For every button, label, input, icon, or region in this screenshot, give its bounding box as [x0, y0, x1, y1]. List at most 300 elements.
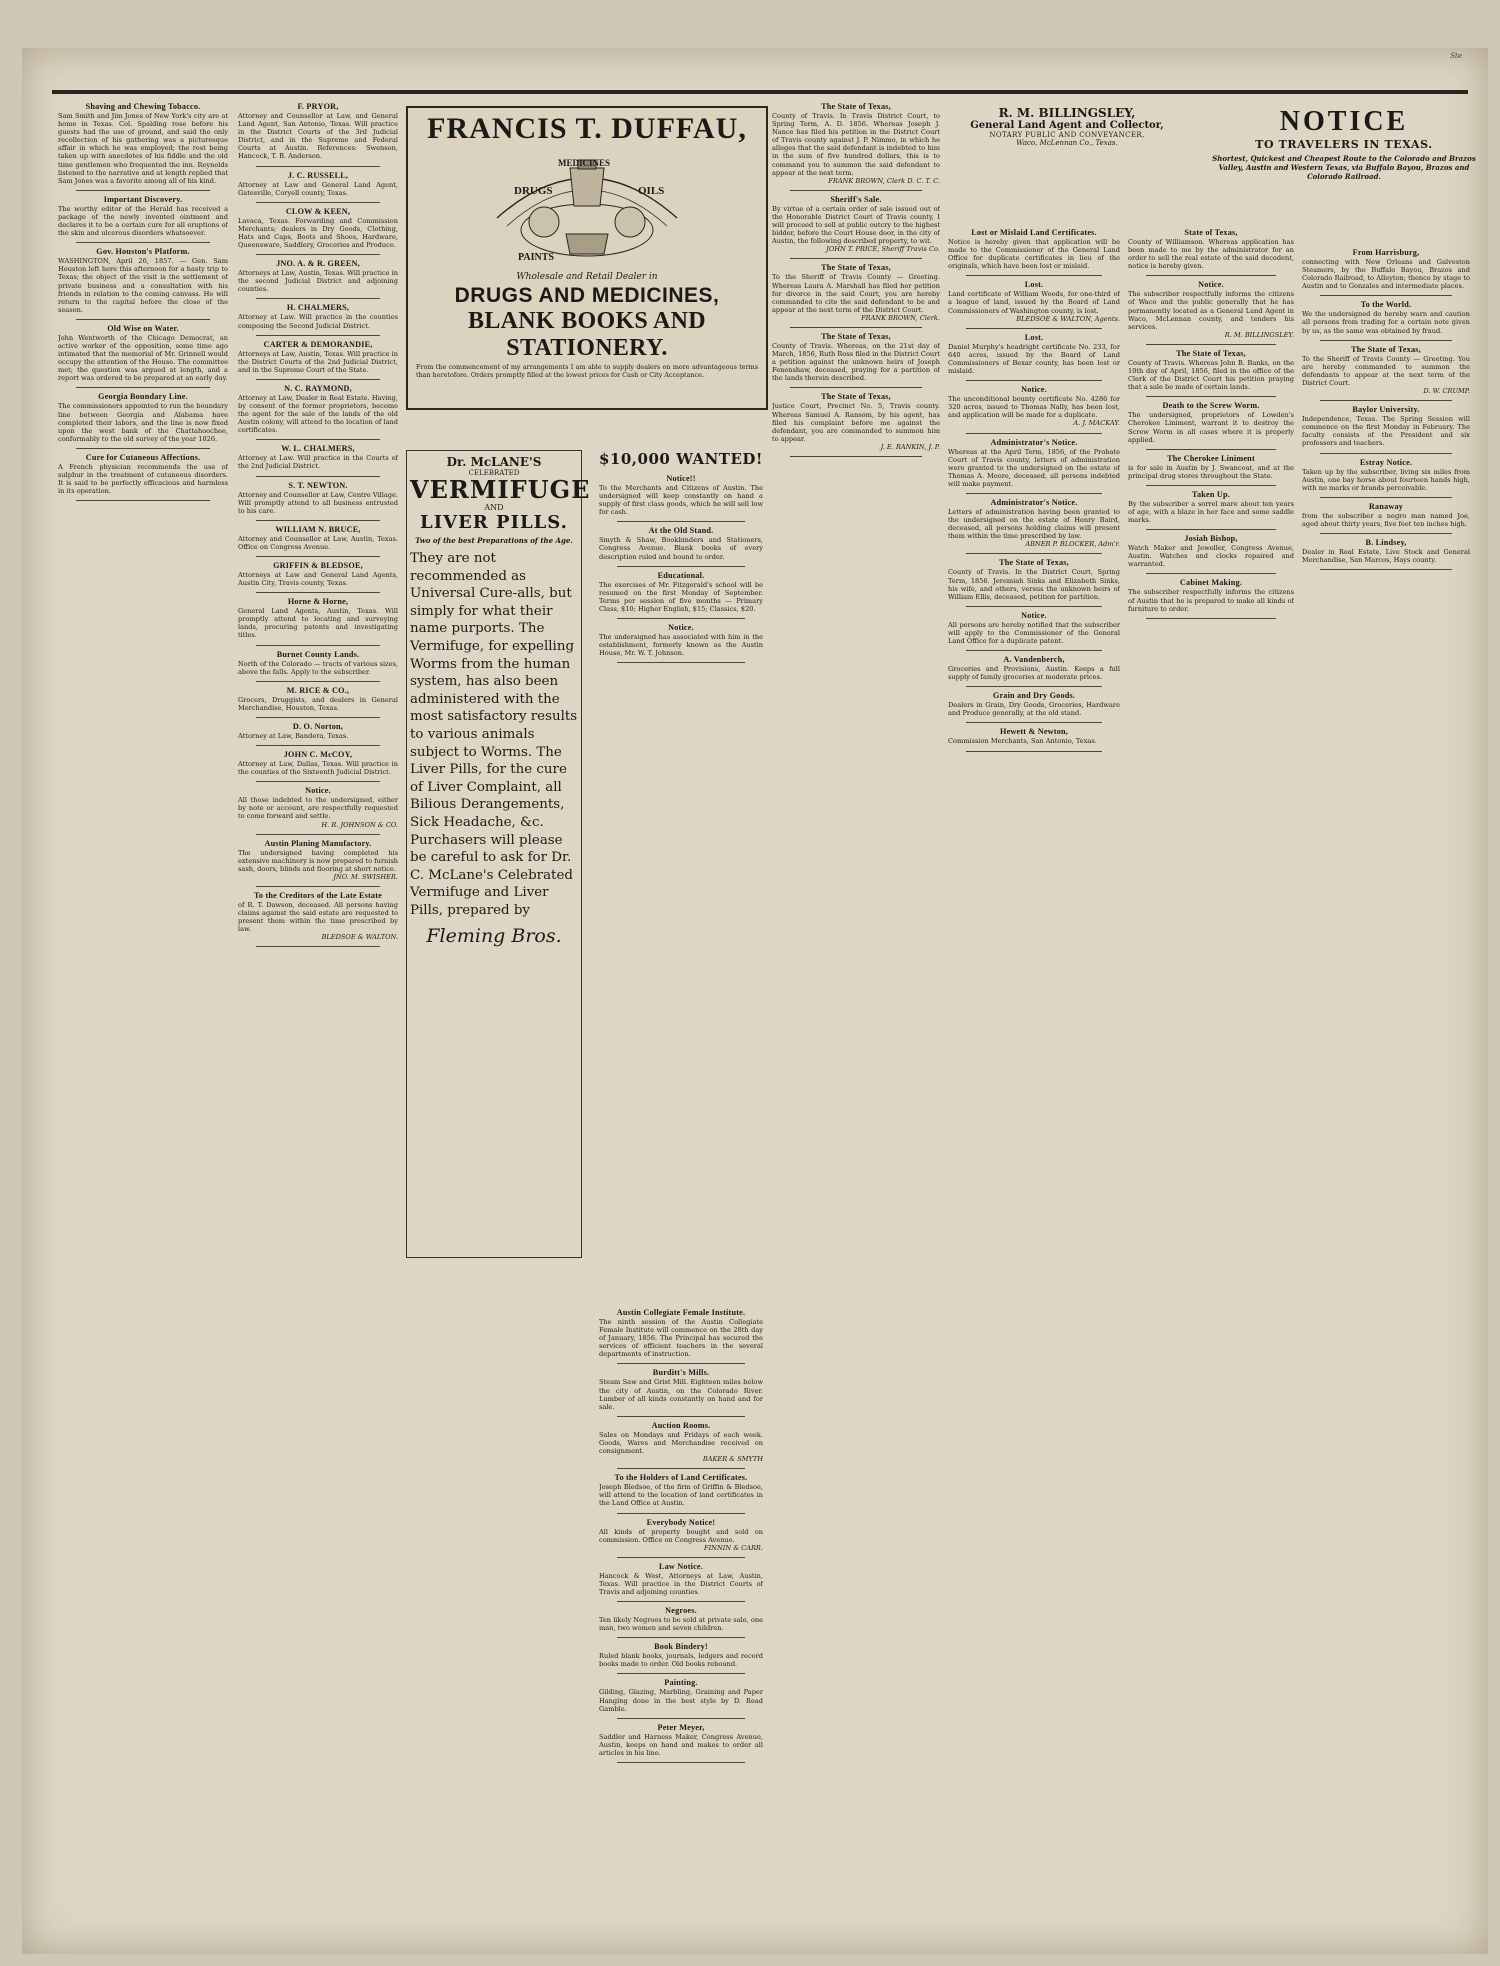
notice-body: The commissioners appointed to run the boundary line between Georgia and Alabama have completed their labors, and the line is now fixed upon the west bank of the Chattahoochee, conformably to the old survey of the year 1826.	[58, 402, 228, 443]
billingsley-name: R. M. BILLINGSLEY,	[998, 106, 1136, 120]
notice-divider	[617, 662, 745, 663]
notice-heading: State of Texas,	[1184, 228, 1238, 237]
notice-body: Attorney and Counsellor at Law, Centre Village. Will promptly attend to all business entrusted to his care.	[238, 490, 398, 515]
notice	[948, 727, 1120, 745]
notice-divider	[617, 1363, 745, 1364]
notice-divider	[1146, 396, 1276, 397]
notice-heading: Sheriff's Sale.	[830, 194, 882, 204]
notice-subtitle: TO TRAVELERS IN TEXAS.	[1255, 138, 1433, 151]
notice-heading: Notice.	[668, 623, 694, 633]
notice	[238, 650, 398, 676]
drugs-emblem-icon	[482, 148, 692, 266]
travelers-notice-heading	[1202, 106, 1486, 181]
notice-divider	[1320, 453, 1452, 454]
notice-divider	[256, 592, 380, 593]
notice-divider	[790, 190, 922, 191]
notice-body: Attorney at Law, Dallas, Texas. Will practice in the counties of the Sixteenth Judicial District.	[238, 760, 398, 777]
notice-body: Attorneys at Law, Austin, Texas. Will practice in the second Judicial District and adjoining counties.	[238, 269, 398, 294]
notice-divider	[256, 717, 380, 718]
notice-divider	[76, 242, 210, 243]
notice-heading: Josiah Bishop,	[1184, 534, 1238, 544]
notice-signature: ABNER P. BLOCKER, Adm'r.	[1025, 540, 1120, 549]
notice-signature: R. M. BILLINGSLEY.	[1224, 330, 1294, 339]
billingsley-title: General Land Agent and Collector,	[970, 120, 1164, 131]
notice-signature: JNO. M. SWISHER.	[333, 872, 398, 881]
notice-body: Dealer in Real Estate, Live Stock and General Merchandise, San Marcos, Hays county.	[1302, 547, 1470, 565]
notice-body: Notice is hereby given that application will be made to the Commissioner of the General Land Office for duplicate certificates in lieu of the originals, which have been lost or mislaid.	[948, 238, 1120, 271]
notice-body: Daniel Murphy's headright certificate No. 233, for 640 acres, issued by the Board of Land Commissioners of Bexar county, has been lost or mislaid.	[948, 342, 1120, 376]
notice-divider	[617, 521, 745, 522]
notice-body: Ruled blank books, journals, ledgers and record books made to order. Old books rebound.	[599, 1652, 763, 1669]
notice-heading: F. PRYOR,	[297, 102, 339, 111]
notice-heading: To the Holders of Land Certificates.	[614, 1473, 748, 1483]
notice	[948, 611, 1120, 645]
notice	[238, 561, 398, 587]
notice	[58, 453, 228, 495]
notice-heading: Austin Collegiate Female Institute.	[616, 1308, 746, 1317]
notice	[599, 623, 763, 657]
notice-divider	[617, 618, 745, 619]
notice-heading: The State of Texas,	[821, 102, 891, 111]
mclane-celebrated: CELEBRATED	[468, 469, 520, 477]
notice	[772, 102, 940, 185]
notice-route: Shortest, Quickest and Cheapest Route to the Colorado and Brazos Valley, Austin and Western Texas, via Buffalo Bayou, Brazos and Colorado Railroad.	[1212, 154, 1476, 181]
notice-divider	[1146, 529, 1276, 530]
notice-body: The worthy editor of the Herald has received a package of the newly invented ointment and declares it to be a certain cure for all eruptions of the skin and ulcerous disorders whatsoever.	[58, 204, 228, 238]
notice-signature: FRANK BROWN, Clerk D. C. T. C.	[828, 176, 940, 185]
notice-divider	[1146, 573, 1276, 574]
notice	[238, 839, 398, 881]
notice	[1128, 349, 1294, 391]
notice-heading: Notice.	[305, 786, 331, 796]
notice-body: All those indebted to the undersigned, either by note or account, are respectfully requested to come forward and settle.	[238, 796, 398, 821]
notice-body: By the subscriber a sorrel mare about ten years of age, with a blaze in her face and some saddle marks.	[1128, 499, 1294, 525]
notice-divider	[617, 1513, 745, 1514]
notice	[238, 525, 398, 551]
notice-divider	[76, 448, 210, 449]
notice-divider	[1320, 340, 1452, 341]
notice	[238, 597, 398, 639]
notice	[1128, 228, 1294, 270]
notice	[948, 385, 1120, 427]
notice-signature: D. W. CRUMP.	[1423, 387, 1470, 396]
notice-heading: Educational.	[657, 570, 705, 580]
notice-heading: The State of Texas,	[821, 392, 891, 402]
notice-divider	[966, 433, 1102, 434]
notice-body: connecting with New Orleans and Galveston Steamers, by the Buffalo Bayou, Brazos and Colorado Railroad, to Alleyton; thence by stage to Austin and to Gonzales and intermediate places.	[1302, 258, 1470, 291]
column-4	[599, 1308, 763, 1930]
notice	[1302, 300, 1470, 334]
notice-heading: The Cherokee Liniment	[1167, 453, 1255, 463]
notice-body: Joseph Bledsoe, of the firm of Griffin & Bledsoe, will attend to the location of land certificates in the Land Office at Austin.	[599, 1483, 763, 1508]
notice-heading: Gov. Houston's Platform.	[96, 247, 190, 257]
emblem-label-drugs: DRUGS	[514, 185, 553, 197]
notice-heading: J. C. RUSSELL,	[287, 170, 349, 180]
notice-heading: WILLIAM N. BRUCE,	[275, 524, 361, 534]
notice-divider	[1320, 295, 1452, 296]
notice-divider	[1320, 533, 1452, 534]
mclane-vermifuge-advertisement	[406, 450, 591, 1258]
notice-body: Attorney and Counsellor at Law, and General Land Agent, San Antonio, Texas. Will practice in the District Courts of the 3rd Judicial District, and in the Supreme and Federal Courts at Austin. References: Swenson, Hancock, T. B. Anderson.	[238, 112, 398, 161]
notice-body: The undersigned having completed his extensive machinery is now prepared to furnish sash, doors, blinds and flooring at short notice.	[238, 848, 398, 873]
mclane-signature: Fleming Bros.	[426, 925, 562, 948]
notice-divider	[966, 380, 1102, 381]
notice-divider	[76, 190, 210, 191]
notice	[58, 324, 228, 383]
notice-body: The subscriber respectfully informs the citizens of Austin that he is prepared to make all kinds of furniture to order.	[1128, 588, 1294, 613]
notice-heading: Austin Planing Manufactory.	[264, 838, 372, 848]
notice-body: Saddler and Harness Maker, Congress Avenue, Austin, keeps on hand and makes to order all articles in his line.	[599, 1732, 763, 1757]
notice-body: North of the Colorado — tracts of various sizes, above the falls. Apply to the subscriber.	[238, 659, 398, 676]
notice-divider	[617, 1557, 745, 1558]
notice	[948, 691, 1120, 717]
notice	[238, 481, 398, 515]
notice-divider	[76, 500, 210, 501]
column-2	[238, 102, 398, 1930]
notice-body: Attorney at Law. Will practice in the Courts of the 2nd Judicial District.	[238, 454, 398, 471]
mclane-name: Dr. McLANE'S	[446, 455, 542, 469]
notice-divider	[1320, 569, 1452, 570]
notice-body: The undersigned, proprietors of Lowden's Cherokee Liniment, warrant it to destroy the Screw Worm in all cases where it is properly applied.	[1128, 411, 1294, 444]
notice	[1128, 534, 1294, 568]
notice-heading: JNO. A. & R. GREEN,	[276, 259, 360, 269]
notice-divider	[1320, 400, 1452, 401]
notice	[238, 444, 398, 470]
notice	[599, 1368, 763, 1410]
notice-divider	[256, 834, 380, 835]
notice	[772, 332, 940, 382]
notice	[58, 392, 228, 442]
notice	[1302, 538, 1470, 564]
notice-heading: W. L. CHALMERS,	[281, 444, 355, 454]
notice	[58, 247, 228, 314]
emblem-label-medicines: MEDICINES	[558, 158, 611, 168]
notice	[599, 526, 763, 560]
notice-heading: The State of Texas,	[821, 331, 891, 341]
notice-body: is for sale in Austin by J. Swancoat, and at the principal drug stores throughout the State.	[1128, 463, 1294, 480]
notice-heading: Notice!!	[666, 474, 696, 483]
notice	[599, 1678, 763, 1712]
notice-divider	[966, 650, 1102, 651]
duffau-line-2: BLANK BOOKS AND STATIONERY.	[468, 308, 706, 361]
mclane-body: They are not recommended as Universal Cure-alls, but simply for what their name purports. The Vermifuge, for expelling Worms from the human system, has also been administered with the most satisfactory results to various animals subject to Worms. The Liver Pills, for the cure of Liver Complaint, all Bilious Derangements, Sick Headache, &c. Purchasers will please be careful to ask for Dr. C. McLane's Celebrated Vermifuge and Liver Pills, prepared by	[410, 551, 578, 918]
ten-thousand-wanted-heading: $10,000 WANTED!	[599, 450, 763, 468]
notice-divider	[256, 379, 380, 380]
notice-signature: BAKER & SMYTH	[702, 1455, 763, 1464]
notice	[238, 207, 398, 249]
notice-body: Gilding, Glazing, Marbling, Graining and Paper Hanging done in the best style by D. Read Gamble.	[599, 1688, 763, 1713]
notice-body: Watch Maker and Jeweller, Congress Avenue, Austin. Watches and clocks repaired and warranted.	[1128, 544, 1294, 569]
billingsley-card	[948, 106, 1186, 147]
notice-divider	[256, 886, 380, 887]
notice-divider	[617, 1468, 745, 1469]
notice	[599, 474, 763, 516]
notice-heading: Administrator's Notice.	[990, 437, 1078, 447]
notice-body: Sales on Mondays and Fridays of each week. Goods, Wares and Merchandise received on consignment.	[599, 1430, 763, 1456]
notice-heading: The State of Texas,	[1176, 348, 1246, 358]
notice-body: To the Sheriff of Travis County — Greeting. Whereas Laura A. Marshall has filed her petition for divorce in the said Court, you are hereby commanded to cite the said defendant to be and appear at the next term of the District Court.	[772, 273, 940, 314]
notice-body: Attorney and Counsellor at Law, Austin, Texas. Office on Congress Avenue.	[238, 534, 398, 551]
notice-body: A French physician recommends the use of sulphur in the treatment of cutaneous disorders. It is said to be perfectly efficacious and harmless in its operation.	[58, 462, 228, 496]
notice-divider	[966, 553, 1102, 554]
notice	[1128, 280, 1294, 339]
notice	[1302, 502, 1470, 528]
notice-divider	[966, 722, 1102, 723]
notice-divider	[966, 606, 1102, 607]
notice	[599, 1723, 763, 1757]
notice-divider	[256, 520, 380, 521]
notice-body: We the undersigned do hereby warn and caution all persons from trading for a certain note given by us, as the same was obtained by fraud.	[1302, 310, 1470, 335]
notice-divider	[966, 686, 1102, 687]
notice	[599, 1308, 763, 1358]
notice-heading: Important Discovery.	[103, 194, 183, 204]
notice-divider	[617, 566, 745, 567]
notice-divider	[256, 645, 380, 646]
notice-body: All kinds of property bought and sold on commission. Office on Congress Avenue.	[599, 1527, 763, 1544]
notice	[772, 263, 940, 322]
notice	[599, 571, 763, 613]
notice-heading: Shaving and Chewing Tobacco.	[85, 102, 201, 111]
notice-signature: FRANK BROWN, Clerk.	[861, 313, 940, 322]
notice-signature: H. R. JOHNSON & CO.	[321, 820, 398, 829]
notice-body: John Wentworth of the Chicago Democrat, an active worker of the opposition, some time ago intimated that the memorial of Mr. Grinnell would occupy the attention of the House. The committee met; the question was argued at length, and a report was ordered to be prepared at an early day.	[58, 333, 228, 383]
notice-signature: JOHN T. PRICE, Sheriff Travis Co.	[826, 245, 940, 254]
notice-divider	[617, 1718, 745, 1719]
notice-divider	[256, 298, 380, 299]
notice-divider	[256, 476, 380, 477]
notice-divider	[1146, 449, 1276, 450]
billingsley-location: Waco, McLennan Co., Texas.	[1016, 139, 1118, 147]
notice-body: Smyth & Shaw, Bookbinders and Stationers, Congress Avenue. Blank books of every description ruled and bound to order.	[599, 536, 763, 561]
notice	[948, 280, 1120, 322]
notice-divider	[966, 275, 1102, 276]
notice	[1302, 248, 1470, 290]
duffau-body: From the commencement of my arrangements I am able to supply dealers on more advantageous terms than heretofore. Orders promptly filled at the lowest prices for Cash or City Acceptance.	[416, 363, 758, 379]
notice	[599, 1473, 763, 1507]
notice-body: Dealers in Grain, Dry Goods, Groceries, Hardware and Produce generally, at the old stand.	[948, 701, 1120, 718]
duffau-kind: Wholesale and Retail Dealer in	[516, 272, 658, 282]
notice-divider	[617, 1673, 745, 1674]
notice-divider	[966, 751, 1102, 752]
notice-divider	[966, 493, 1102, 494]
notice-heading: Burditt's Mills.	[652, 1368, 710, 1378]
notice	[948, 438, 1120, 488]
notice	[948, 228, 1120, 270]
notice-heading: Administrator's Notice.	[990, 497, 1078, 507]
notice-body: To the Sheriff of Travis County — Greeting. You are hereby commanded to summon the defendants to appear at the next term of the District Court.	[1302, 354, 1470, 387]
duffau-name: FRANCIS T. DUFFAU,	[427, 112, 747, 145]
notice	[58, 102, 228, 185]
notice-heading: Lost.	[1024, 280, 1044, 290]
notice-body: The exercises of Mr. Fitzgerald's school will be resumed on the first Monday of September. Terms per session of five months — Primary Class, $10; Higher English, $15; Classics, $20.	[599, 580, 763, 613]
notice-heading: Peter Meyer,	[657, 1722, 705, 1732]
notice-body: The subscriber respectfully informs the citizens of Waco and the public generally that he has permanently located as a General Land Agent in Waco, McLennan county, and tenders his services.	[1128, 290, 1294, 331]
notice-heading: B. Lindsey,	[1365, 537, 1407, 547]
notice-divider	[76, 387, 210, 388]
notice-heading: Lost.	[1024, 332, 1044, 342]
notice	[238, 102, 398, 161]
notice	[238, 171, 398, 197]
notice-body: Justice Court, Precinct No. 5, Travis county. Whereas Samuel A. Ransom, by his agent, has filed his complaint before me against the defendant, you are commanded to summon him to appear.	[772, 402, 940, 443]
notice-body: Grocers, Druggists, and dealers in General Merchandise, Houston, Texas.	[238, 695, 398, 712]
notice-heading: Notice.	[1021, 385, 1047, 395]
notice-body: Letters of administration having been granted to the undersigned on the estate of Henry Baird, deceased, all persons holding claims will present them within the time prescribed by law.	[948, 507, 1120, 541]
notice-body: All persons are hereby notified that the subscriber will apply to the Commissioner of the General Land Office for a duplicate patent.	[948, 620, 1120, 645]
notice-divider	[256, 745, 380, 746]
notice-body: Lavaca, Texas. Forwarding and Commission Merchants; dealers in Dry Goods, Clothing, Hats and Caps, Boots and Shoes, Hardware, Queensware, Saddlery, Groceries and Produce.	[238, 216, 398, 250]
notice	[238, 891, 398, 941]
notice	[948, 558, 1120, 600]
notice-heading: CARTER & DEMORANDIE,	[263, 339, 373, 349]
notice-body: Attorney at Law. Will practice in the counties composing the Second Judicial District.	[238, 313, 398, 330]
notice-heading: Cabinet Making.	[1179, 578, 1243, 588]
notice-heading: A. Vandenberch,	[1003, 655, 1065, 665]
notice-divider	[790, 387, 922, 388]
notice	[1128, 454, 1294, 480]
notice-heading: The State of Texas,	[999, 558, 1069, 568]
notice	[1128, 490, 1294, 524]
notice-heading: Lost or Mislaid Land Certificates.	[971, 228, 1097, 237]
notice	[1302, 458, 1470, 492]
notice-body: County of Travis. In Travis District Court, to Spring Term, A. D. 1856. Whereas Joseph J. Nance has filed his petition in the District Court of Travis county against J. P. Nimmo, in which he alleges that the said defendant is indebted to him in the sum of five hundred dollars, this is to command you to summon the said defendant to appear at the next term.	[772, 112, 940, 177]
notice-divider	[256, 166, 380, 167]
notice-divider	[966, 328, 1102, 329]
notice	[238, 786, 398, 828]
notice	[1128, 578, 1294, 612]
notice-divider	[617, 1762, 745, 1763]
notice-body: Groceries and Provisions, Austin. Keeps a full supply of family groceries at moderate prices.	[948, 665, 1120, 682]
notice-heading: Taken Up.	[1192, 489, 1230, 499]
notice-signature: BLEDSOE & WALTON.	[321, 933, 398, 942]
notice-divider	[790, 258, 922, 259]
notice-heading: The State of Texas,	[1351, 344, 1421, 354]
notice-body: Independence, Texas. The Spring Session will commence on the first Monday in February. The faculty consists of the President and six professors and teachers.	[1302, 415, 1470, 448]
notice-heading: CLOW & KEEN,	[285, 206, 351, 216]
notice-body: of R. T. Dawson, deceased. All persons having claims against the said estate are requested to present them within the time prescribed by law.	[238, 900, 398, 934]
notice-body: The unconditional bounty certificate No. 4286 for 320 acres, issued to Thomas Nally, has been lost, and application will be made for a duplicate.	[948, 395, 1120, 420]
notice-heading: Book Bindery!	[654, 1642, 708, 1652]
notice-body: County of Travis. Whereas, on the 21st day of March, 1856, Ruth Ross filed in the District Court a petition against the unknown heirs of Joseph Fenenshaw, deceased, praying for a partition of the lands therein described.	[772, 341, 940, 383]
notice	[948, 498, 1120, 548]
notice-signature: J. E. RANKIN, J. P.	[880, 442, 940, 451]
notice-heading: Law Notice.	[658, 1561, 704, 1571]
notice-divider	[1146, 275, 1276, 276]
notice	[238, 303, 398, 329]
notice-body: The ninth session of the Austin Collegiate Female Institute will commence on the 28th day of January, 1856. The Principal has secured the services of efficient teachers in the several departments of instruction.	[599, 1318, 763, 1359]
notice-heading: GRIFFIN & BLEDSOE,	[273, 561, 363, 570]
notice-divider	[256, 202, 380, 203]
notice	[599, 1642, 763, 1668]
notice-heading: S. T. NEWTON.	[288, 480, 348, 490]
notice-body: General Land Agents, Austin, Texas. Will promptly attend to locating and surveying lands, procuring patents and investigating titles.	[238, 607, 398, 640]
notice-heading: M. RICE & CO.,	[286, 685, 350, 695]
notice-body: Attorney at Law and General Land Agent, Gatesville, Coryell county, Texas.	[238, 180, 398, 197]
notice-body: To the Merchants and Citizens of Austin. The undersigned will keep constantly on hand a supply of first class goods, which he will sell low for cash.	[599, 484, 763, 517]
notice	[58, 195, 228, 237]
notice	[238, 686, 398, 712]
notice-heading: The State of Texas,	[821, 263, 891, 273]
notice-body: County of Williamson. Whereas application has been made to me by the administrator for an order to sell the real estate of the said decedent, notice is hereby given.	[1128, 238, 1294, 271]
notice-body: By virtue of a certain order of sale issued out of the Honorable District Court of Travis county, I will proceed to sell at public outcry to the highest bidder, before the Court House door, in the city of Austin, the following described property, to wit.	[772, 204, 940, 246]
notice-heading: Cure for Cutaneous Affections.	[85, 452, 201, 462]
notice	[238, 340, 398, 374]
emblem-label-oils: OILS	[638, 185, 665, 197]
notice-divider	[256, 681, 380, 682]
notice	[1128, 401, 1294, 443]
notice-body: Ten likely Negroes to be sold at private sale, one man, two women and seven children.	[599, 1616, 763, 1633]
notice-heading: Ranaway	[1368, 501, 1404, 511]
notice-divider	[1146, 618, 1276, 619]
mclane-and: AND	[484, 503, 504, 512]
notice-heading: Painting.	[664, 1678, 698, 1688]
notice-heading: Baylor University.	[1352, 405, 1420, 415]
notice	[1302, 345, 1470, 395]
notice-body: Hancock & West, Attorneys at Law, Austin, Texas. Will practice in the District Courts of Travis and adjoining counties.	[599, 1571, 763, 1596]
notice-heading: Everybody Notice!	[646, 1517, 716, 1527]
notice	[599, 1518, 763, 1552]
notice-heading: Estray Notice.	[1359, 457, 1413, 467]
notice-heading: From Harrisburg,	[1352, 248, 1420, 257]
notice-heading: Death to the Screw Worm.	[1162, 401, 1260, 411]
mclane-liver-pills: LIVER PILLS.	[420, 512, 568, 533]
notice-divider	[1146, 485, 1276, 486]
notice-divider	[256, 335, 380, 336]
notice-heading: Auction Rooms.	[651, 1420, 711, 1430]
notice-divider	[256, 781, 380, 782]
notice-divider	[617, 1601, 745, 1602]
column-7	[1128, 228, 1294, 1930]
notice-heading: Notice.	[1198, 280, 1224, 290]
notice-heading: Hewett & Newton,	[1000, 727, 1068, 737]
notice-heading: JOHN C. McCOY,	[283, 750, 353, 760]
notice	[1302, 405, 1470, 447]
column-8	[1302, 248, 1470, 1930]
notice-heading: N. C. RAYMOND,	[284, 383, 352, 393]
notice-body: Commission Merchants, San Antonio, Texas.	[948, 737, 1097, 746]
notice-body: Attorneys at Law and General Land Agents, Austin City, Travis county, Texas.	[238, 571, 398, 588]
notice-body: Taken up by the subscriber, living six miles from Austin, one bay horse about fourteen hands high, with no marks or brands perceivable.	[1302, 467, 1470, 492]
emblem-label-paints: PAINTS	[518, 252, 554, 263]
notice-divider	[617, 1637, 745, 1638]
notice-heading: To the World.	[1360, 300, 1412, 310]
notice-heading: Burnet County Lands.	[276, 649, 360, 659]
duffau-advertisement	[406, 106, 768, 410]
notice-divider	[256, 556, 380, 557]
notice	[599, 1421, 763, 1463]
notice-signature: A. J. MACKAY.	[1073, 419, 1120, 428]
notice-heading: D. O. Norton,	[292, 721, 344, 731]
notice-heading: H. CHALMERS,	[286, 303, 350, 313]
notice-heading: To the Creditors of the Late Estate	[254, 890, 382, 900]
notice-body: County of Travis. In the District Court, Spring Term, 1856. Jeremiah Sinks and Elizabeth Sinks, his wife, and others, versus the unknown heirs of William Ellis, deceased, petition for partition.	[948, 568, 1120, 601]
notice-divider	[1320, 497, 1452, 498]
notice	[599, 1606, 763, 1632]
notice-body: County of Travis. Whereas John B. Banks, on the 10th day of April, 1856, filed in the office of the Clerk of the District Court his petition praying that a sale be made of certain lands.	[1128, 358, 1294, 392]
notice-body: Whereas at the April Term, 1856, of the Probate Court of Travis county, letters of administration were granted to the undersigned on the estate of Thomas A. Moore, deceased, all persons indebted will make payment.	[948, 447, 1120, 488]
notice-signature: BLEDSOE & WALTON, Agents.	[1016, 314, 1120, 323]
notice-body: Attorney at Law, Dealer in Real Estate. Having, by consent of the former proprietors, become the agent for the sale of the lands of the old Austin colony, will attend to the location of land certificates.	[238, 393, 398, 435]
notice-heading: Horne & Horne,	[287, 597, 349, 607]
notice	[599, 1562, 763, 1596]
notice-divider	[790, 456, 922, 457]
duffau-line-1: DRUGS AND MEDICINES,	[454, 284, 720, 307]
notice-body: Attorney at Law, Bandera, Texas.	[238, 731, 349, 740]
mclane-tagline: Two of the best Preparations of the Age.	[415, 536, 573, 545]
notice-heading: Grain and Dry Goods.	[992, 691, 1076, 701]
notice-body: from the subscriber a negro man named Joe, aged about thirty years, five feet ten inches high.	[1302, 511, 1470, 528]
notice-title: NOTICE	[1279, 106, 1409, 137]
masthead-rule	[52, 90, 1468, 94]
